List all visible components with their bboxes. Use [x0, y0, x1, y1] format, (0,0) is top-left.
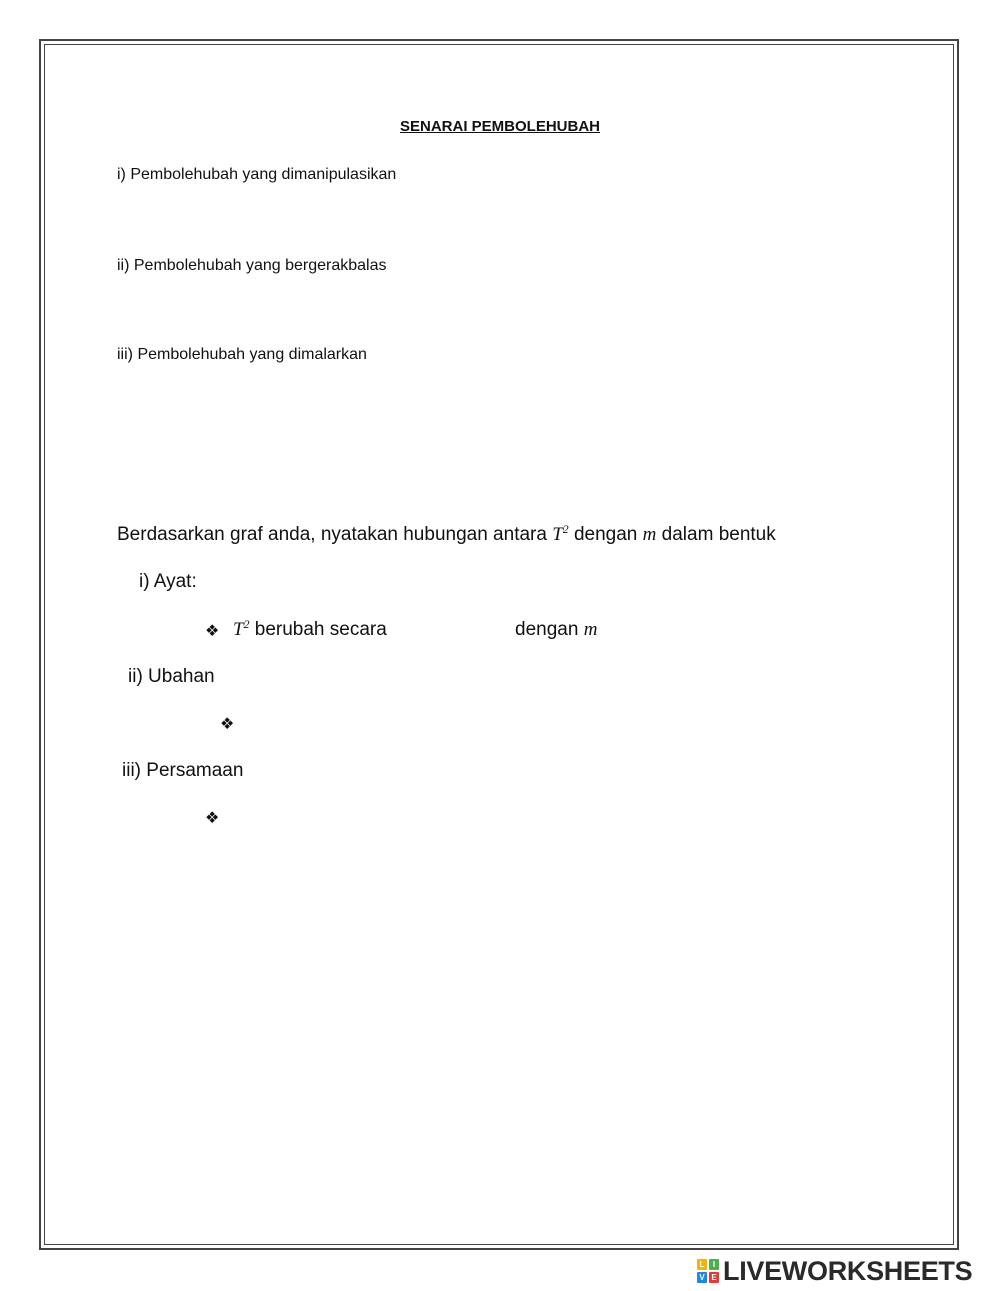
worksheet-title: SENARAI PEMBOLEHUBAH: [399, 118, 600, 135]
ayat-dengan: dengan m: [515, 619, 598, 640]
question-text: Berdasarkan graf anda, nyatakan hubungan antara $T^2$ dengan m dalam bentuk: [117, 522, 776, 545]
page-border: [39, 39, 959, 1250]
ayat-statement: $T^2$ berubah secara: [233, 617, 387, 640]
ubahan-label: ii) Ubahan: [128, 666, 215, 687]
logo-text: LIVEWORKSHEETS: [723, 1256, 973, 1286]
variable-manipulated: i) Pembolehubah yang dimanipulasikan: [117, 166, 397, 183]
logo-letter-v: V: [697, 1272, 707, 1283]
ayat-label: i) Ayat:: [139, 571, 197, 592]
liveworksheets-logo: [697, 1257, 972, 1285]
logo-letter-l: L: [697, 1259, 707, 1270]
page-border-inner: [44, 44, 954, 1245]
bullet-icon: ❖: [205, 808, 220, 827]
bullet-icon: ❖: [220, 714, 235, 733]
variable-constant: iii) Pembolehubah yang dimalarkan: [117, 346, 367, 363]
logo-icon: [697, 1259, 719, 1283]
variable-responding: ii) Pembolehubah yang bergerakbalas: [117, 257, 387, 274]
bullet-icon: ❖: [205, 621, 220, 640]
logo-letter-e: E: [709, 1272, 719, 1283]
var-T: $T^2$: [552, 522, 569, 545]
persamaan-label: iii) Persamaan: [122, 760, 244, 781]
logo-letter-i: I: [709, 1259, 719, 1270]
